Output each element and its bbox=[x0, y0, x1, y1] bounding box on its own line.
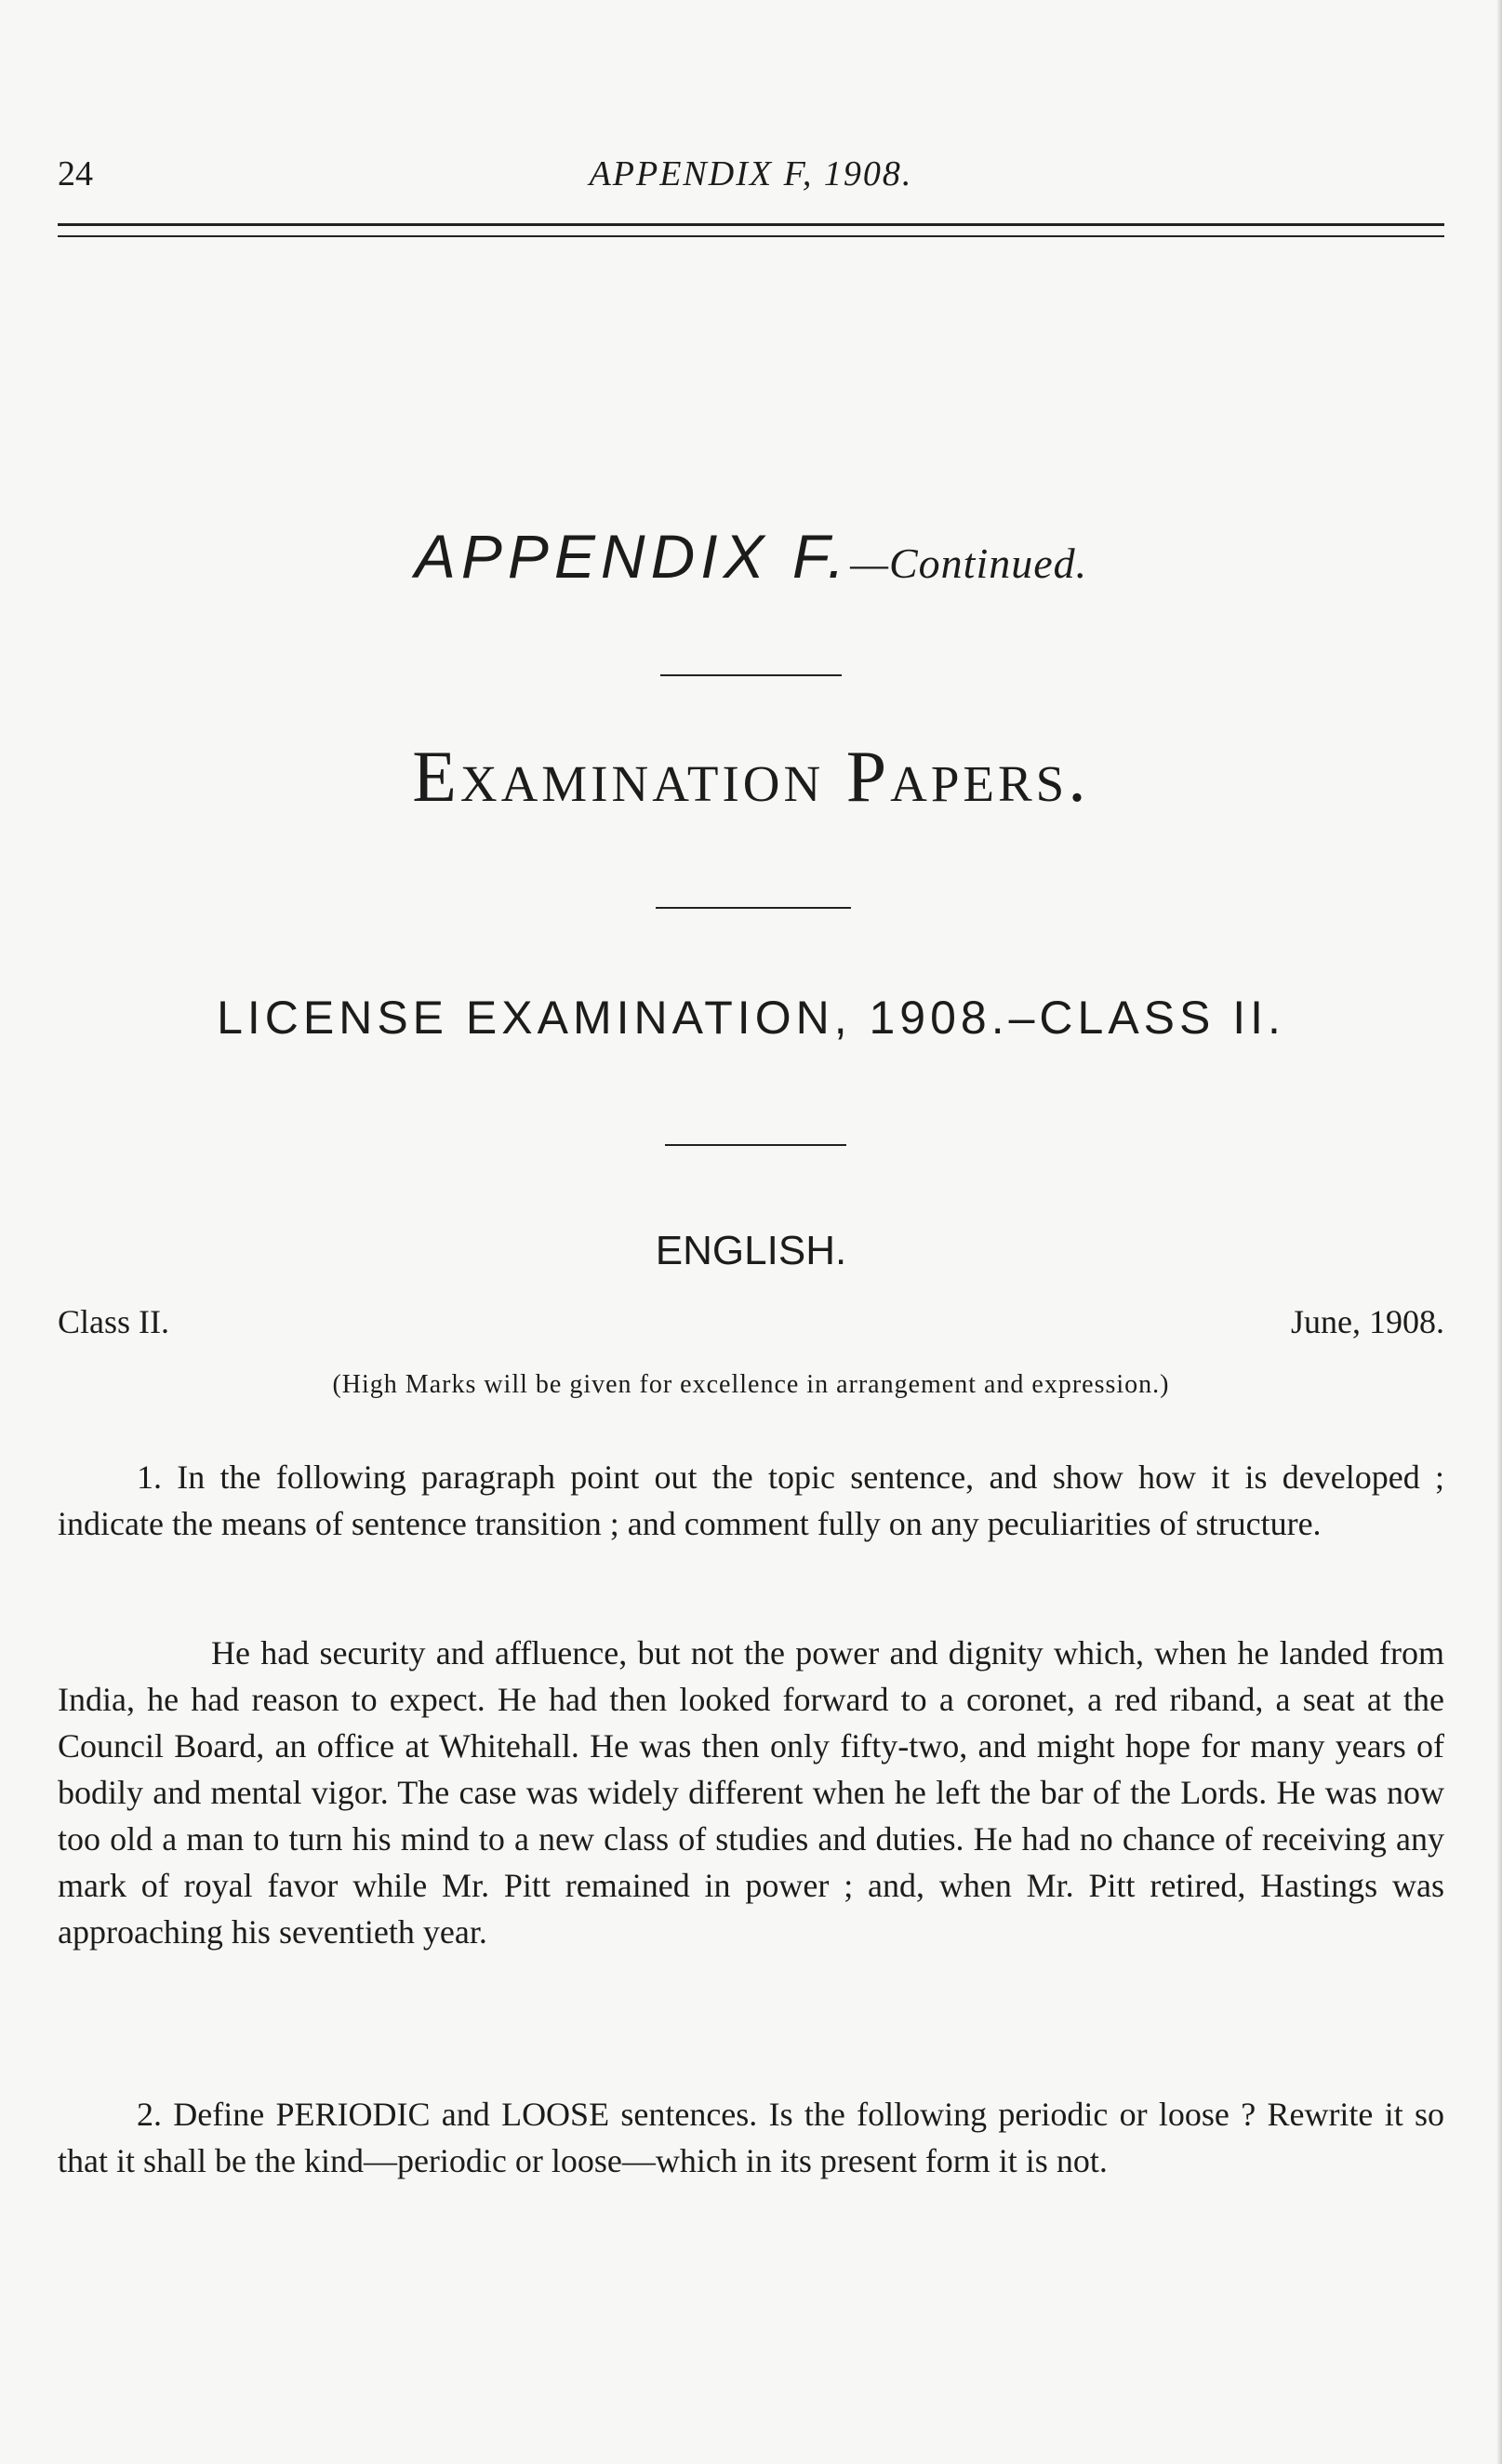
section-title: Examination Papers. bbox=[412, 736, 1090, 817]
section-divider bbox=[665, 1144, 846, 1146]
question-1: 1. In the following paragraph point out the topic sentence, and show how it is developed ; indicate the means of sentence transition ; and comment fully on any peculiarities of structure. bbox=[58, 1458, 1444, 1542]
class-date-line bbox=[58, 1302, 1444, 1344]
header-double-rule bbox=[58, 223, 1444, 237]
page-edge bbox=[1496, 0, 1502, 2464]
exam-date: June, 1908. bbox=[1291, 1303, 1444, 1340]
page-header bbox=[58, 153, 1444, 200]
subject-heading: ENGLISH. bbox=[655, 1228, 847, 1273]
section-divider bbox=[660, 674, 842, 676]
class-label: Class II. bbox=[58, 1303, 169, 1340]
appendix-title-continued: —Continued. bbox=[850, 539, 1088, 587]
license-title: LICENSE EXAMINATION, 1908.–CLASS II. bbox=[217, 992, 1285, 1044]
section-divider bbox=[656, 907, 851, 909]
appendix-title bbox=[0, 521, 1502, 592]
page-number: 24 bbox=[58, 154, 93, 193]
quoted-passage: He had security and affluence, but not the power and dignity which, when he landed from India, he had reason to expect. He had then looked forward to a coronet, a red riband, a seat at the Council Board, an office at Whitehall. He was then only fifty-two, and might hope for many years of bodily and mental vigor. The case was widely different when he left the bar of the Lords. He was now too old a man to turn his mind to a new class of studies and duties. He had no chance of receiving any mark of royal favor while Mr. Pitt remained in power ; and, when Mr. Pitt retired, Hastings was approaching his seventieth year. bbox=[58, 1634, 1444, 1951]
appendix-title-main: APPENDIX F. bbox=[414, 522, 851, 591]
running-head: APPENDIX F, 1908. bbox=[589, 154, 913, 193]
question-2: 2. Define PERIODIC and LOOSE sentences. Is the following periodic or loose ? Rewrite it so that it shall be the kind—periodic or loose—which in its present form it is not. bbox=[58, 2096, 1444, 2179]
marking-note: (High Marks will be given for excellence in arrangement and expression.) bbox=[332, 1370, 1170, 1399]
